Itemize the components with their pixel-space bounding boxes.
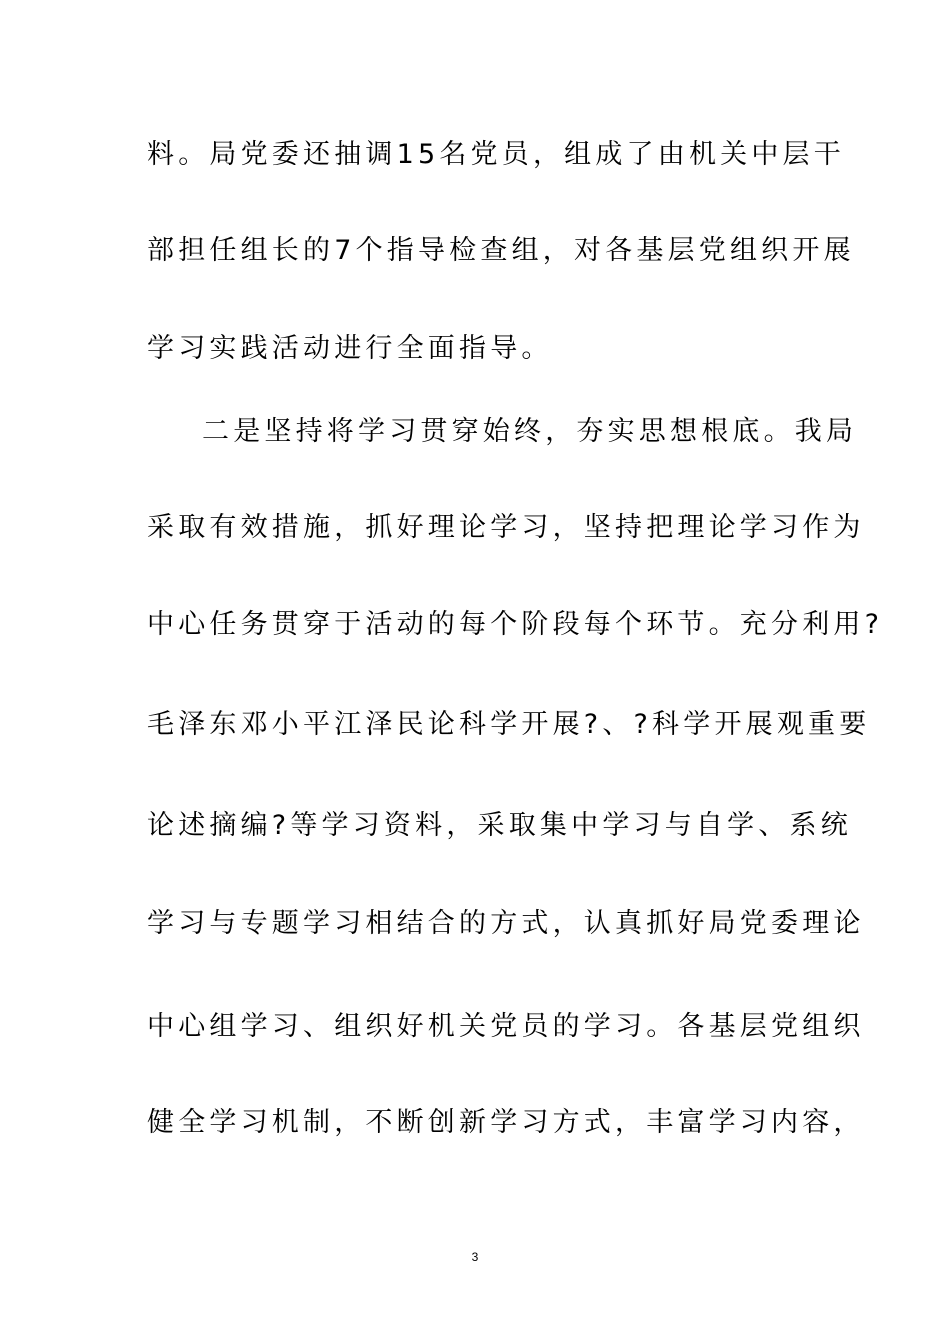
text-line-10: 中心组学习、组织好机关党员的学习。各基层党组织: [147, 1011, 865, 1042]
text-line-1: 料。局党委还抽调15名党员，组成了由机关中层干: [147, 139, 845, 170]
text-line-9: 学习与专题学习相结合的方式，认真抓好局党委理论: [147, 908, 865, 939]
text-line-8: 论述摘编?等学习资料，采取集中学习与自学、系统: [147, 810, 852, 841]
text-line-3: 学习实践活动进行全面指导。: [147, 333, 553, 364]
text-line-11: 健全学习机制，不断创新学习方式，丰富学习内容，: [147, 1107, 865, 1138]
text-line-5: 采取有效措施，抓好理论学习，坚持把理论学习作为: [147, 512, 865, 543]
text-line-2: 部担任组长的7个指导检查组，对各基层党组织开展: [147, 235, 855, 266]
text-line-7: 毛泽东邓小平江泽民论科学开展?、?科学开展观重要: [147, 709, 871, 740]
paragraph-start-line: 二是坚持将学习贯穿始终，夯实思想根底。我局: [202, 416, 858, 447]
text-line-6: 中心任务贯穿于活动的每个阶段每个环节。充分利用?: [147, 609, 884, 640]
page-number: 3: [471, 1250, 479, 1264]
